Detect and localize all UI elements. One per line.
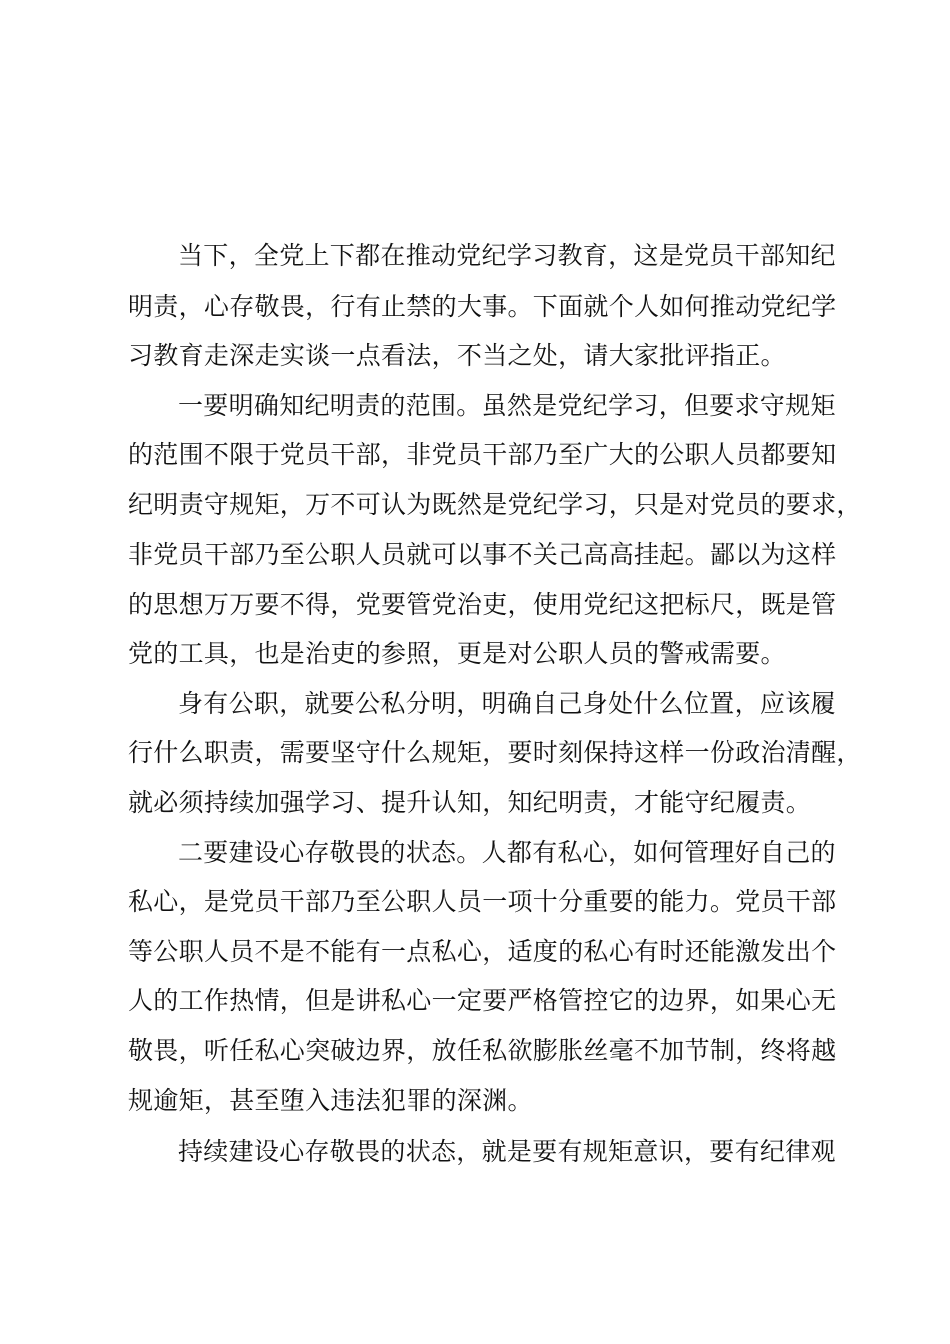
text-line: 纪明责守规矩，万不可认为既然是党纪学习，只是对党员的要求， xyxy=(128,490,862,519)
text-line: 身有公职，就要公私分明，明确自己身处什么位置，应该履 xyxy=(178,689,836,718)
text-line: 党的工具，也是治吏的参照，更是对公职人员的警戒需要。 xyxy=(128,639,786,668)
text-line: 就必须持续加强学习、提升认知，知纪明责，才能守纪履责。 xyxy=(128,788,812,817)
text-line: 规逾矩，甚至堕入违法犯罪的深渊。 xyxy=(128,1086,533,1115)
text-line: 人的工作热情，但是讲私心一定要严格管控它的边界，如果心无 xyxy=(128,986,837,1015)
text-line: 明责，心存敬畏，行有止禁的大事。下面就个人如何推动党纪学 xyxy=(128,292,837,321)
text-line: 非党员干部乃至公职人员就可以事不关己高高挂起。鄙以为这样 xyxy=(128,540,837,569)
text-line: 敬畏，听任私心突破边界，放任私欲膨胀丝毫不加节制，终将越 xyxy=(128,1036,837,1065)
text-line: 一要明确知纪明责的范围。虽然是党纪学习，但要求守规矩 xyxy=(178,391,836,420)
text-line: 习教育走深走实谈一点看法，不当之处，请大家批评指正。 xyxy=(128,341,786,370)
text-line: 行什么职责，需要坚守什么规矩，要时刻保持这样一份政治清醒， xyxy=(128,738,862,767)
text-line: 当下，全党上下都在推动党纪学习教育，这是党员干部知纪 xyxy=(178,241,836,270)
text-line: 二要建设心存敬畏的状态。人都有私心，如何管理好自己的 xyxy=(178,838,836,867)
text-line: 等公职人员不是不能有一点私心，适度的私心有时还能激发出个 xyxy=(128,937,837,966)
text-line: 的范围不限于党员干部，非党员干部乃至广大的公职人员都要知 xyxy=(128,440,837,469)
text-line: 私心，是党员干部乃至公职人员一项十分重要的能力。党员干部 xyxy=(128,887,837,916)
text-line: 的思想万万要不得，党要管党治吏，使用党纪这把标尺，既是管 xyxy=(128,590,837,619)
text-line: 持续建设心存敬畏的状态，就是要有规矩意识，要有纪律观 xyxy=(178,1137,836,1166)
